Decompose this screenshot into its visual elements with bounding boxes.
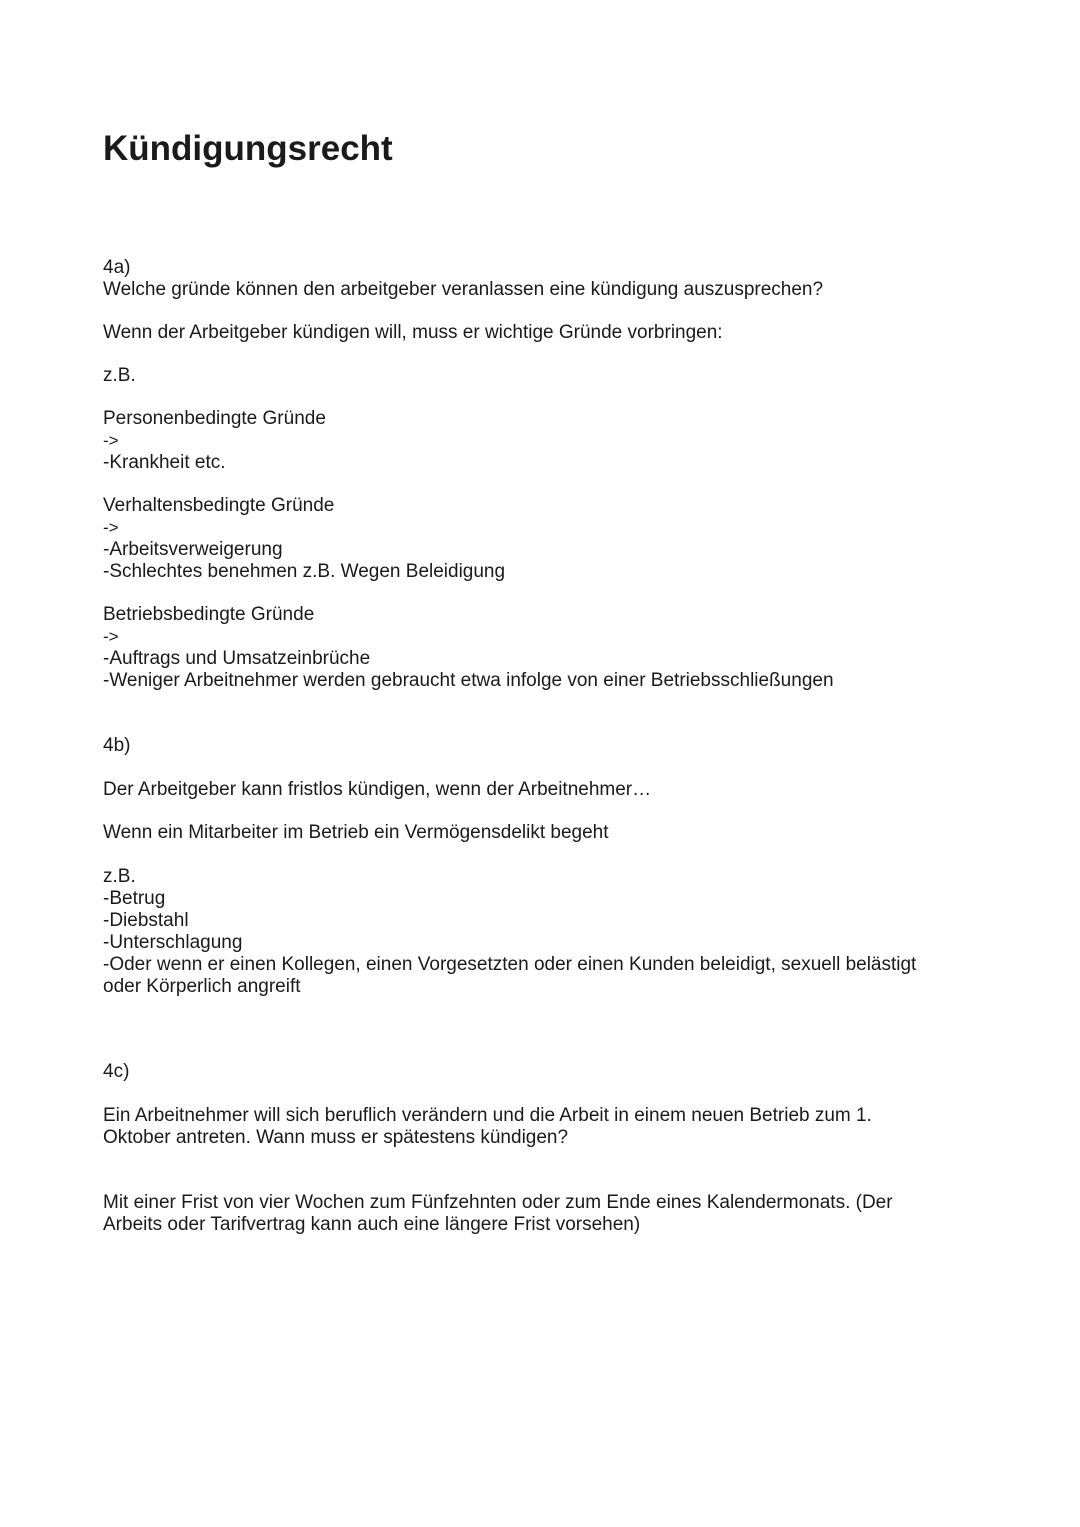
section-4c-answer-line1: Mit einer Frist von vier Wochen zum Fünfzehnten oder zum Ende eines Kalendermonats. (Der <box>103 1192 893 1213</box>
section-4b-example-label: z.B. <box>103 866 136 887</box>
section-4a-example-label: z.B. <box>103 365 136 386</box>
section-4a-label: 4a) <box>103 257 131 278</box>
list-item: -Auftrags und Umsatzeinbrüche <box>103 648 371 669</box>
section-4c-question-line1: Ein Arbeitnehmer will sich beruflich verändern und die Arbeit in einem neuen Betrieb zum 1. <box>103 1105 872 1126</box>
section-4c-question-line2: Oktober antreten. Wann muss er spätestens kündigen? <box>103 1127 569 1148</box>
list-item: -Arbeitsverweigerung <box>103 539 283 560</box>
arrow-icon: -> <box>103 627 119 646</box>
list-item: -Schlechtes benehmen z.B. Wegen Beleidigung <box>103 561 506 582</box>
group-heading-personenbedingt: Personenbedingte Gründe <box>103 408 326 429</box>
list-item: -Betrug <box>103 888 166 909</box>
section-4a-question: Welche gründe können den arbeitgeber veranlassen eine kündigung auszusprechen? <box>103 279 824 300</box>
list-item: -Oder wenn er einen Kollegen, einen Vorgesetzten oder einen Kunden beleidigt, sexuell belästigt <box>103 954 917 975</box>
list-item: -Krankheit etc. <box>103 452 226 473</box>
section-4a-intro: Wenn der Arbeitgeber kündigen will, muss er wichtige Gründe vorbringen: <box>103 322 723 343</box>
section-4c-label: 4c) <box>103 1061 130 1082</box>
list-item: -Unterschlagung <box>103 932 243 953</box>
section-4b-answer: Wenn ein Mitarbeiter im Betrieb ein Vermögensdelikt begeht <box>103 822 609 843</box>
page-title: Kündigungsrecht <box>103 129 393 168</box>
list-item: -Diebstahl <box>103 910 189 931</box>
list-item: -Weniger Arbeitnehmer werden gebraucht etwa infolge von einer Betriebsschließungen <box>103 670 834 691</box>
group-heading-verhaltensbedingt: Verhaltensbedingte Gründe <box>103 495 335 516</box>
arrow-icon: -> <box>103 431 119 450</box>
group-heading-betriebsbedingt: Betriebsbedingte Gründe <box>103 604 315 625</box>
arrow-icon: -> <box>103 518 119 537</box>
list-item-continuation: oder Körperlich angreift <box>103 976 301 997</box>
section-4b-question: Der Arbeitgeber kann fristlos kündigen, wenn der Arbeitnehmer… <box>103 779 652 800</box>
section-4b-label: 4b) <box>103 735 131 756</box>
section-4c-answer-line2: Arbeits oder Tarifvertrag kann auch eine längere Frist vorsehen) <box>103 1214 641 1235</box>
